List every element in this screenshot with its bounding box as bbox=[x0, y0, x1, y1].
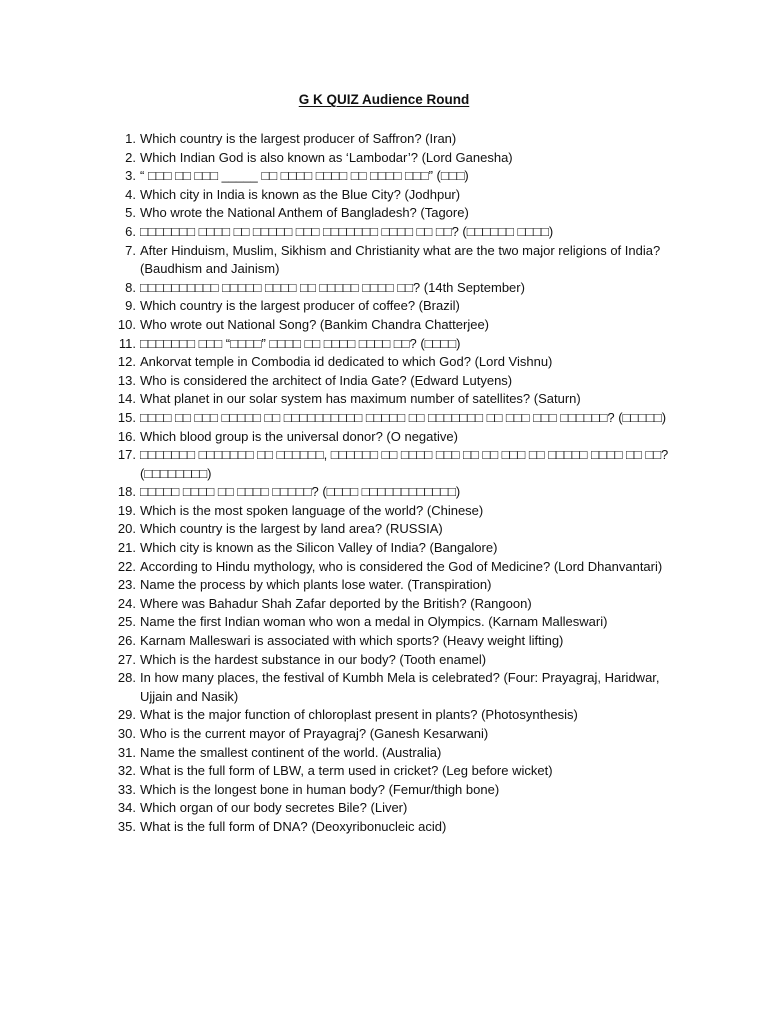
question-number: 11. bbox=[118, 335, 136, 351]
question-number: 19. bbox=[117, 502, 136, 518]
question-text: Name the process by which plants lose water. (Transpiration) bbox=[140, 577, 492, 593]
question-text: Which organ of our body secretes Bile? (Liver) bbox=[140, 800, 408, 816]
question-item bbox=[100, 558, 680, 577]
question-number: 17. bbox=[117, 447, 136, 463]
question-number: 7. bbox=[125, 242, 136, 258]
question-item bbox=[100, 186, 680, 205]
question-text: According to Hindu mythology, who is considered the God of Medicine? (Lord Dhanvantari) bbox=[140, 558, 663, 574]
question-text: Name the first Indian woman who won a medal in Olympics. (Karnam Malleswari) bbox=[140, 614, 608, 630]
question-number: 8. bbox=[125, 279, 136, 295]
question-text: Which city in India is known as the Blue City? (Jodhpur) bbox=[140, 186, 461, 202]
question-text: □□□□□□□ □□□□ □□ □□□□□ □□□ □□□□□□□ □□□□ □□ □□? (□□□□□□ □□□□) bbox=[140, 223, 554, 239]
question-item bbox=[100, 297, 680, 316]
question-number: 20. bbox=[117, 521, 136, 537]
question-list bbox=[100, 130, 680, 837]
question-item bbox=[100, 390, 680, 409]
question-number: 26. bbox=[117, 633, 136, 649]
question-number: 30. bbox=[117, 726, 136, 741]
question-item bbox=[100, 223, 680, 242]
question-number: 29. bbox=[117, 707, 136, 723]
question-number: 4. bbox=[125, 186, 136, 202]
question-number: 13. bbox=[117, 372, 136, 388]
question-item bbox=[100, 130, 680, 149]
question-number: 22. bbox=[117, 558, 136, 574]
question-text: □□□□□□□ □□□□□□□ □□ □□□□□□, □□□□□□ □□ □□□□ □□□ □□ □□ □□□ □□ □□□□□ □□□□ □□ □□? (□□□□□□□□) bbox=[140, 447, 669, 481]
question-text: What planet in our solar system has maximum number of satellites? (Saturn) bbox=[140, 391, 581, 407]
question-number: 25. bbox=[117, 614, 136, 630]
question-item bbox=[100, 613, 680, 632]
question-number: 14. bbox=[117, 391, 136, 407]
question-text: Who is the current mayor of Prayagraj? (Ganesh Kesarwani) bbox=[140, 726, 489, 741]
question-item bbox=[100, 502, 680, 521]
question-item bbox=[100, 706, 680, 725]
question-item bbox=[100, 595, 680, 614]
question-item bbox=[100, 520, 680, 539]
question-item bbox=[100, 242, 680, 279]
question-number: 28. bbox=[117, 670, 136, 686]
question-item bbox=[100, 372, 680, 391]
question-item bbox=[100, 632, 680, 651]
question-number: 15. bbox=[117, 409, 136, 425]
question-item bbox=[100, 204, 680, 223]
question-item bbox=[100, 576, 680, 595]
question-item bbox=[100, 335, 680, 354]
question-item bbox=[100, 818, 680, 837]
question-item bbox=[100, 744, 680, 763]
question-number: 6. bbox=[125, 223, 136, 239]
question-item bbox=[100, 762, 680, 781]
question-item bbox=[100, 149, 680, 168]
question-text: Which country is the largest by land area? (RUSSIA) bbox=[140, 521, 443, 537]
question-text: Who wrote the National Anthem of Bangladesh? (Tagore) bbox=[140, 205, 469, 221]
question-item bbox=[100, 483, 680, 502]
question-text: Where was Bahadur Shah Zafar deported by the British? (Rangoon) bbox=[140, 595, 532, 611]
question-number: 35. bbox=[117, 818, 136, 834]
question-item bbox=[100, 725, 680, 744]
question-number: 12. bbox=[117, 354, 136, 370]
question-item bbox=[100, 409, 680, 428]
question-number: 2. bbox=[125, 149, 136, 165]
question-text: Who is considered the architect of India Gate? (Edward Lutyens) bbox=[140, 372, 513, 388]
question-number: 27. bbox=[117, 651, 136, 667]
question-text: Karnam Malleswari is associated with which sports? (Heavy weight lifting) bbox=[140, 633, 564, 649]
question-number: 16. bbox=[117, 428, 136, 444]
question-text: Which is the hardest substance in our body? (Tooth enamel) bbox=[140, 651, 487, 667]
question-text: Who wrote out National Song? (Bankim Chandra Chatterjee) bbox=[140, 316, 490, 332]
question-item bbox=[100, 651, 680, 670]
document-title: G K QUIZ Audience Round bbox=[298, 92, 470, 107]
question-text: What is the major function of chloroplast present in plants? (Photosynthesis) bbox=[140, 707, 578, 723]
question-number: 5. bbox=[125, 205, 136, 221]
question-item bbox=[100, 167, 680, 186]
question-item bbox=[100, 316, 680, 335]
question-item bbox=[100, 799, 680, 818]
question-item bbox=[100, 669, 680, 706]
question-text: After Hinduism, Muslim, Sikhism and Christianity what are the two major religions of India? (Baudhism and Jainism) bbox=[140, 242, 661, 277]
question-text: Name the smallest continent of the world. (Australia) bbox=[140, 744, 442, 760]
question-text: □□□□□□□□□□ □□□□□ □□□□ □□ □□□□□ □□□□ □□? (14th September) bbox=[140, 279, 525, 295]
question-text: Which city is known as the Silicon Valley of India? (Bangalore) bbox=[140, 540, 498, 556]
question-item bbox=[100, 539, 680, 558]
question-item bbox=[100, 781, 680, 800]
question-text: What is the full form of DNA? (Deoxyribonucleic acid) bbox=[140, 818, 447, 834]
question-number: 3. bbox=[125, 168, 136, 184]
question-number: 9. bbox=[125, 298, 136, 314]
question-item bbox=[100, 428, 680, 447]
question-text: Which Indian God is also known as ‘Lambodar’? (Lord Ganesha) bbox=[140, 149, 513, 165]
question-item bbox=[100, 446, 680, 483]
question-text: Which is the most spoken language of the world? (Chinese) bbox=[140, 502, 484, 518]
question-text: Which country is the largest producer of Saffron? (Iran) bbox=[140, 131, 457, 146]
question-item bbox=[100, 353, 680, 372]
question-text: In how many places, the festival of Kumbh Mela is celebrated? (Four: Prayagraj, Haridwar, Ujjain and Nasik) bbox=[140, 670, 660, 704]
question-number: 32. bbox=[117, 763, 136, 779]
question-number: 21. bbox=[117, 540, 136, 556]
question-number: 10. bbox=[117, 316, 136, 332]
question-number: 31. bbox=[117, 744, 136, 760]
question-number: 23. bbox=[117, 577, 136, 593]
question-text: □□□□□□□ □□□ “□□□□” □□□□ □□ □□□□ □□□□ □□? (□□□□) bbox=[140, 335, 461, 351]
question-number: 24. bbox=[117, 595, 136, 611]
question-text: Which country is the largest producer of coffee? (Brazil) bbox=[140, 298, 460, 314]
question-text: “ □□□ □□ □□□ _____ □□ □□□□ □□□□ □□ □□□□ □□□” (□□□) bbox=[140, 168, 469, 184]
question-number: 33. bbox=[117, 781, 136, 797]
question-text: □□□□□ □□□□ □□ □□□□ □□□□□? (□□□□ □□□□□□□□□□□□) bbox=[140, 484, 461, 500]
question-text: Ankorvat temple in Combodia id dedicated to which God? (Lord Vishnu) bbox=[140, 354, 553, 370]
question-text: □□□□ □□ □□□ □□□□□ □□ □□□□□□□□□□ □□□□□ □□ □□□□□□□ □□ □□□ □□□ □□□□□□? (□□□□□) bbox=[140, 409, 667, 425]
question-number: 34. bbox=[117, 800, 136, 816]
question-number: 18. bbox=[117, 484, 136, 500]
question-text: Which is the longest bone in human body? (Femur/thigh bone) bbox=[140, 781, 500, 797]
question-number: 1. bbox=[125, 131, 136, 146]
question-text: Which blood group is the universal donor? (O negative) bbox=[140, 428, 458, 444]
question-item bbox=[100, 279, 680, 298]
question-text: What is the full form of LBW, a term used in cricket? (Leg before wicket) bbox=[140, 763, 553, 779]
